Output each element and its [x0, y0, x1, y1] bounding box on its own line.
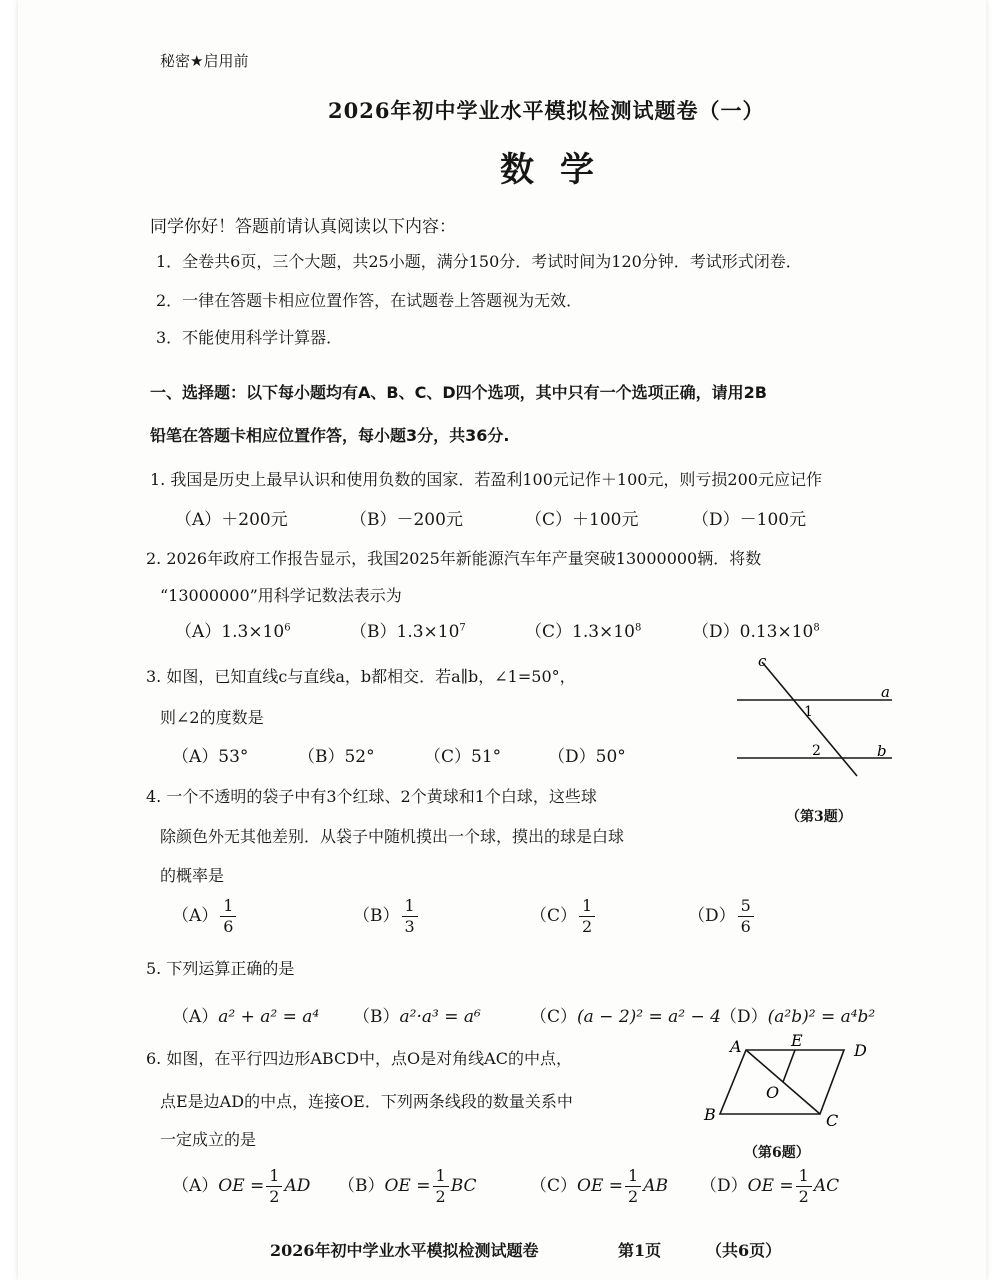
q3-option-d: （D）50°	[548, 747, 626, 767]
notice-intro: 同学你好！答题前请认真阅读以下内容：	[150, 217, 456, 237]
secret-label: 秘密★启用前	[160, 52, 249, 70]
q6-option-b: （B）OE = $\frac{1}{2}$ BC	[338, 1166, 477, 1206]
q5-option-b: （B）a²·a³ = a⁶	[353, 1007, 481, 1027]
q3-figure	[720, 650, 910, 780]
q6-stem-line2: 点E是边AD的中点，连接OE．下列两条线段的数量关系中	[160, 1092, 573, 1111]
label-a: a	[881, 683, 890, 701]
q1-option-a: （A）＋200元	[175, 510, 288, 530]
q4-stem-line1: 4. 一个不透明的袋子中有3个红球、2个黄球和1个白球，这些球	[146, 787, 597, 806]
q1-option-b: （B）－200元	[350, 510, 463, 530]
q4-option-c: （C） $\frac{1}{2}$	[530, 898, 597, 935]
vertex-d-label: D	[854, 1041, 867, 1060]
label-c: c	[758, 652, 767, 670]
section1-instruction-line2: 铅笔在答题卡相应位置作答，每小题3分，共36分.	[150, 426, 510, 445]
segment-oe	[783, 1050, 795, 1082]
notice-item-3: 3．不能使用科学计算器．	[156, 328, 343, 347]
q2-option-c: $(C)1.3\times 10^8$	[525, 622, 642, 642]
q2-option-a: $(A)1.3\times 10^6$	[175, 622, 291, 642]
q6-figure	[696, 1030, 886, 1136]
q4-option-a: （A） $\frac{1}{6}$	[172, 898, 238, 935]
q5-option-c: （C）(a − 2)² = a² − 4	[530, 1007, 721, 1027]
q6-option-d: （D）OE = $\frac{1}{2}$ AC	[700, 1166, 840, 1206]
subject-title: 数学	[500, 150, 620, 190]
footer-page-number: 第1页	[618, 1241, 662, 1260]
q6-stem-line1: 6. 如图，在平行四边形ABCD中，点O是对角线AC的中点，	[146, 1049, 572, 1068]
q3-option-b: （B）52°	[298, 747, 375, 767]
q1-option-c: （C）＋100元	[525, 510, 639, 530]
q2-stem-line1: 2. 2026年政府工作报告显示，我国2025年新能源汽车年产量突破13000000辆．将数	[146, 549, 762, 568]
notice-item-1: 1．全卷共6页，三个大题，共25小题，满分150分．考试时间为120分钟．考试形式闭卷．	[156, 252, 802, 271]
q1-stem: 1. 我国是历史上最早认识和使用负数的国家．若盈利100元记作＋100元，则亏损200元应记作	[150, 470, 822, 489]
vertex-b-label: B	[704, 1105, 716, 1124]
angle-2-label: 2	[812, 743, 821, 759]
q3-figure-caption: （第3题）	[786, 809, 852, 825]
notice-item-2: 2．一律在答题卡相应位置作答，在试题卷上答题视为无效．	[156, 291, 583, 310]
footer-title: 2026年初中学业水平模拟检测试题卷	[270, 1241, 539, 1260]
section1-instruction-line1: 一、选择题：以下每小题均有A、B、C、D四个选项，其中只有一个选项正确，请用2B	[150, 383, 767, 402]
point-e-label: E	[791, 1031, 803, 1050]
q3-stem-line1: 3. 如图，已知直线c与直线a，b都相交．若a∥b，∠1=50°，	[146, 667, 576, 686]
angle-1-label: 1	[804, 704, 813, 720]
label-b: b	[877, 742, 887, 760]
q3-option-a: （A）53°	[172, 747, 249, 767]
q3-option-c: （C）51°	[424, 747, 502, 767]
q4-option-b: （B） $\frac{1}{3}$	[353, 898, 420, 935]
exam-title: 2026年初中学业水平模拟检测试题卷（一）	[328, 98, 765, 123]
q2-option-d: $(D)0.13\times 10^8$	[692, 622, 820, 642]
q2-stem-line2: “13000000”用科学记数法表示为	[160, 586, 402, 605]
q6-option-c: （C）OE = $\frac{1}{2}$ AB	[530, 1166, 668, 1206]
q4-stem-line2: 除颜色外无其他差别．从袋子中随机摸出一个球，摸出的球是白球	[160, 827, 625, 846]
q1-option-d: （D）－100元	[692, 510, 807, 530]
q5-option-d: （D）(a²b)² = a⁴b²	[720, 1007, 876, 1027]
q4-option-d: （D） $\frac{5}{6}$	[688, 898, 756, 935]
q3-stem-line2: 则∠2的度数是	[160, 708, 264, 727]
vertex-a-label: A	[730, 1037, 742, 1056]
footer-total-pages: （共6页）	[706, 1241, 782, 1260]
q5-option-a: （A）a² + a² = a⁴	[172, 1007, 320, 1027]
q4-stem-line3: 的概率是	[160, 866, 225, 885]
vertex-c-label: C	[826, 1111, 839, 1130]
q2-option-b: $(B)1.3\times 10^7$	[350, 622, 466, 642]
q6-stem-line3: 一定成立的是	[160, 1130, 257, 1149]
point-o-label: O	[766, 1083, 780, 1102]
q5-stem: 5. 下列运算正确的是	[146, 959, 295, 978]
q6-figure-caption: （第6题）	[744, 1145, 810, 1161]
q6-option-a: （A）OE = $\frac{1}{2}$ AD	[172, 1166, 311, 1206]
